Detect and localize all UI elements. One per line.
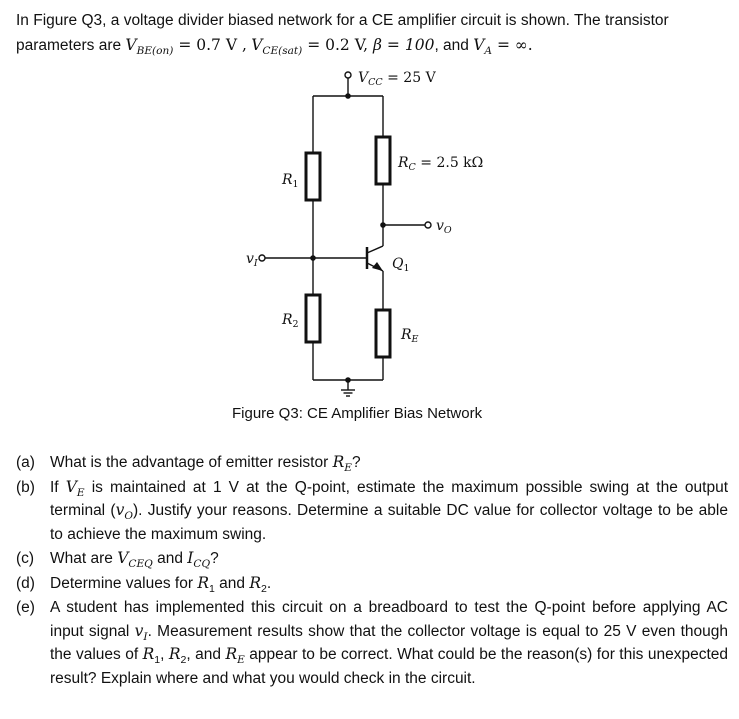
question-c: (c) What are $V_{CEQ}$ and $I_{CQ}$? xyxy=(16,549,219,571)
r2-resistor xyxy=(306,295,320,342)
vo-label: $v_O$ xyxy=(436,218,452,236)
q1-emitter-arrow xyxy=(372,262,383,271)
junction-vcc xyxy=(345,93,351,99)
junction-ground xyxy=(345,377,351,383)
r1-resistor xyxy=(306,153,320,200)
questions-list xyxy=(16,451,728,691)
re-resistor xyxy=(376,310,390,357)
vi-label: $v_I$ xyxy=(246,251,258,269)
rc-label: $R_C = 2.5$ kΩ xyxy=(398,155,484,173)
question-b: (b) If $V_E$ is maintained at 1 V at the Q-point, estimate the maximum possible swing at the output terminal $(v_O)$. Justify your reasons. Determine a suitable DC value for collector voltage to be able to achieve the maximum swing. xyxy=(16,477,729,543)
junction-collector xyxy=(380,222,386,228)
r2-label: $R_2$ xyxy=(282,312,299,330)
question-d: (d) Determine values for $R_1$ and $R_2$. xyxy=(16,573,272,595)
junction-base xyxy=(310,255,316,261)
r1-label: $R_1$ xyxy=(282,172,299,190)
vcc-terminal xyxy=(345,72,351,78)
vcc-label: $V_{CC} = 25$ V xyxy=(358,70,436,88)
question-a: (a) What is the advantage of emitter resistor $R_E$? xyxy=(16,453,361,475)
vi-terminal xyxy=(259,255,265,261)
re-label: $R_E$ xyxy=(401,327,419,345)
figure-caption: Figure Q3: CE Amplifier Bias Network xyxy=(232,405,483,422)
vo-terminal xyxy=(425,222,431,228)
q1-label: $Q_1$ xyxy=(392,256,410,274)
rc-resistor xyxy=(376,137,390,184)
question-e: (e) A student has implemented this circuit on a breadboard to test the Q-point before applying AC input signal $v_I$. Measurement results show that the collector voltage is equal to 25 V even though the values of $R_1$, $R_2$, and $R_E$ appear to be correct. What could be the reason(s) for this unexpected result? Explain where and what you would check in the circuit. xyxy=(16,599,728,687)
q1-collector-lead xyxy=(367,246,383,253)
intro-line-2: parameters are $V_{BE(on)} = 0.7$ V , $V_{CE(sat)} = 0.2$ V, β = 100, and $V_A$ = ∞. xyxy=(16,36,533,58)
intro-line-1: In Figure Q3, a voltage divider biased network for a CE amplifier circuit is shown. The transistor xyxy=(16,12,669,29)
